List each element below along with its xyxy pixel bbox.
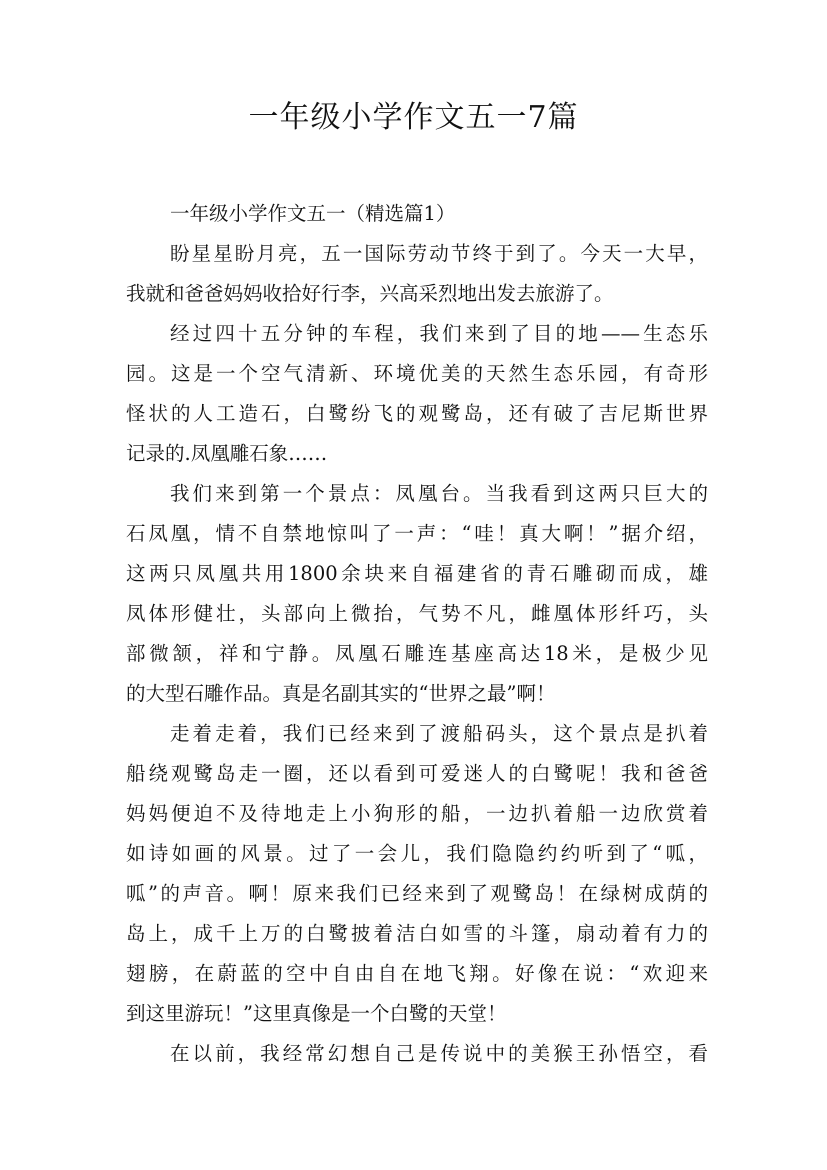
body-text-line: 怪状的人工造石，白鹭纷飞的观鹭岛，还有破了吉尼斯世界: [126, 402, 708, 425]
body-text-line: 盼星星盼月亮，五一国际劳动节终于到了。今天一大早，: [170, 242, 708, 265]
body-text-line: 我们来到第一个景点：凤凰台。当我看到这两只巨大的: [170, 482, 708, 505]
body-text-line: 园。这是一个空气清新、环境优美的天然生态乐园，有奇形: [126, 362, 708, 385]
body-text-line: 一年级小学作文五一（精选篇1）: [170, 202, 456, 225]
body-text-line: 凤体形健壮，头部向上微抬，气势不凡，雌凰体形纤巧，头: [126, 602, 708, 625]
body-text-line: 石凤凰，情不自禁地惊叫了一声：“哇！真大啊！”据介绍，: [126, 522, 708, 545]
document-body: [126, 194, 708, 1074]
body-text-line: 翅膀，在蔚蓝的空中自由自在地飞翔。好像在说：“欢迎来: [126, 962, 708, 985]
body-text-line: 这两只凤凰共用1800余块来自福建省的青石雕砌而成，雄: [126, 562, 708, 585]
body-text-line: 部微颔，祥和宁静。凤凰石雕连基座高达18米，是极少见: [126, 642, 708, 665]
body-text-line: 如诗如画的风景。过了一会儿，我们隐隐约约听到了“呱，: [126, 842, 708, 865]
body-text-line: 走着走着，我们已经来到了渡船码头，这个景点是扒着: [170, 722, 708, 745]
body-text-line: 船绕观鹭岛走一圈，还以看到可爱迷人的白鹭呢！我和爸爸: [126, 762, 708, 785]
body-text-line: 呱”的声音。啊！原来我们已经来到了观鹭岛！在绿树成荫的: [126, 882, 708, 905]
body-text-line: 记录的.凤凰雕石象……: [126, 442, 328, 465]
body-text-line: 到这里游玩！”这里真像是一个白鹭的天堂！: [126, 1002, 507, 1025]
body-text-line: 在以前，我经常幻想自己是传说中的美猴王孙悟空，看: [170, 1042, 708, 1065]
body-text-line: 妈妈便迫不及待地走上小狗形的船，一边扒着船一边欣赏着: [126, 802, 708, 825]
body-text-line: 我就和爸爸妈妈收拾好行李，兴高采烈地出发去旅游了。: [126, 282, 614, 305]
document-title: 一年级小学作文五一7篇: [248, 100, 579, 135]
body-text-line: 的大型石雕作品。真是名副其实的“世界之最”啊！: [126, 682, 556, 705]
body-text-line: 岛上，成千上万的白鹭披着洁白如雪的斗篷，扇动着有力的: [126, 922, 708, 945]
body-text-line: 经过四十五分钟的车程，我们来到了目的地——生态乐: [170, 322, 708, 345]
